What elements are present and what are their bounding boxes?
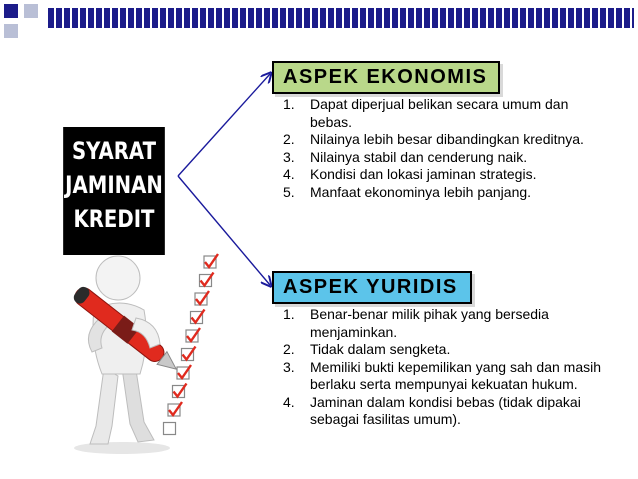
list-item-number: 3. (283, 148, 295, 165)
arrow-to-ekonomis (178, 74, 270, 176)
list-item-text: Jaminan dalam kondisi bebas (tidak dipakai sebagai fasilitas umum). (310, 393, 581, 427)
list-item (283, 341, 603, 359)
list-item (283, 149, 613, 167)
list-item (283, 306, 603, 341)
aspek-ekonomis-list (283, 96, 613, 201)
main-title-line-1: SYARAT (71, 137, 157, 165)
list-item (283, 359, 603, 394)
main-title-line-3: KREDIT (73, 205, 155, 233)
list-item-number: 4. (283, 166, 295, 182)
list-item-text: Memiliki bukti kepemilikan yang sah dan masih berlaku serta mempunyai kekuatan hukum. (310, 358, 602, 392)
list-item-text: Nilainya stabil dan cenderung naik. (310, 148, 528, 165)
list-item (283, 96, 613, 131)
list-item-text: Manfaat ekonominya lebih panjang. (310, 183, 532, 200)
list-item (283, 394, 603, 429)
list-item-number: 1. (283, 96, 295, 112)
list-item-number: 1. (283, 306, 295, 322)
list-item-text: Nilainya lebih besar dibandingkan kreditnya. (310, 131, 584, 147)
list-item-number: 4. (283, 393, 295, 410)
list-item-text: Benar-benar milik pihak yang bersedia menjaminkan. (310, 306, 549, 340)
aspek-ekonomis-title: ASPEK EKONOMIS (272, 61, 500, 94)
aspek-yuridis-title: ASPEK YURIDIS (272, 271, 472, 304)
main-title-box (63, 127, 165, 255)
list-item-number: 3. (283, 358, 295, 375)
main-title-line-2: JAMINAN (65, 171, 163, 199)
checkbox-icon (164, 423, 176, 435)
checklist (164, 254, 219, 435)
list-item (283, 131, 613, 149)
person-with-pen-checklist-icon (60, 248, 230, 458)
list-item (283, 184, 613, 202)
list-item-text: Dapat diperjual belikan secara umum dan bebas. (310, 96, 569, 130)
list-item-text: Tidak dalam sengketa. (310, 341, 451, 357)
list-item (283, 166, 613, 184)
list-item-number: 2. (283, 131, 295, 147)
list-item-text: Kondisi dan lokasi jaminan strategis. (310, 166, 537, 182)
aspek-yuridis-list (283, 306, 603, 429)
list-item-number: 5. (283, 183, 295, 200)
list-item-number: 2. (283, 341, 295, 357)
